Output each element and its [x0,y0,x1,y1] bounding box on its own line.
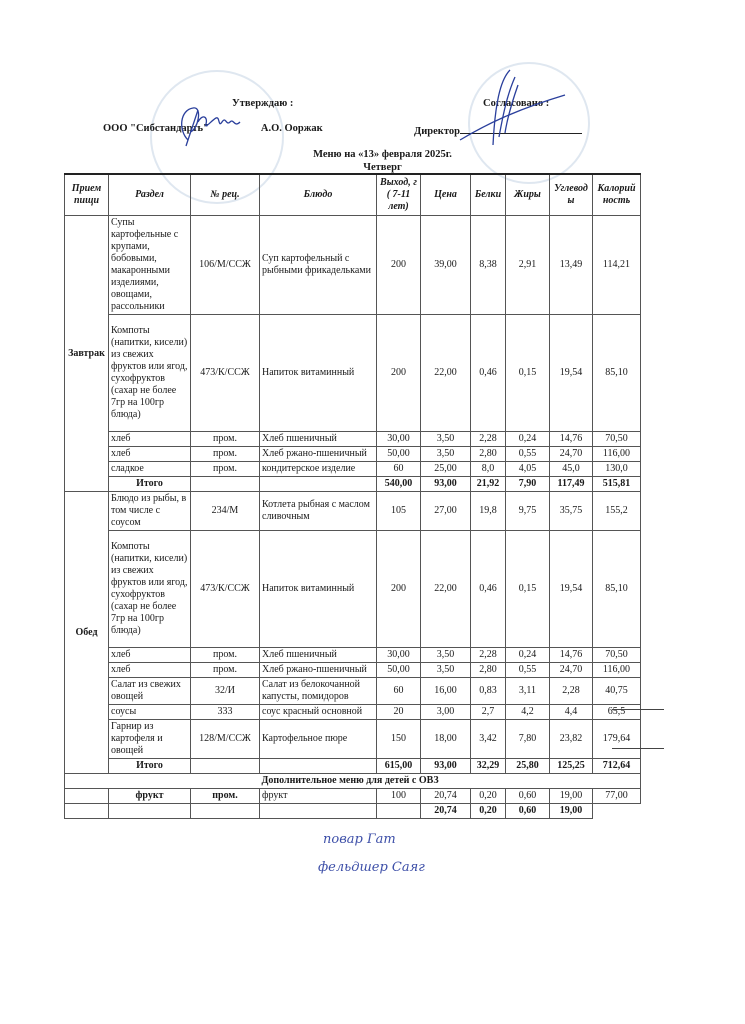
table-row [65,678,641,705]
meal-label-breakfast: Завтрак [65,216,109,492]
cell-carbs: 13,49 [550,216,593,315]
column-header: Раздел [109,174,191,216]
meal-label-lunch: Обед [65,492,109,774]
table-row [65,216,641,315]
cell-kcal: 114,21 [593,216,641,315]
cell-recipe: 234/М [191,492,260,531]
cell-recipe: 473/К/ССЖ [191,315,260,432]
table-row [65,315,641,432]
cell-empty [260,477,377,492]
total-price: 93,00 [421,759,471,774]
cell-section: сладкое [109,462,191,477]
cell-fat: 4,05 [506,462,550,477]
cell-recipe: пром. [191,648,260,663]
cell-yield: 30,00 [377,432,421,447]
total-price: 20,74 [421,804,471,819]
table-row [65,432,641,447]
cell-recipe: 128/М/ССЖ [191,720,260,759]
cell-dish: Котлета рыбная с маслом сливочным [260,492,377,531]
cell-empty [377,804,421,819]
cell-empty [191,804,260,819]
cell-protein: 19,8 [471,492,506,531]
cell-price: 27,00 [421,492,471,531]
column-header: № рец. [191,174,260,216]
total-yield: 615,00 [377,759,421,774]
cell-empty [191,477,260,492]
cell-recipe: пром. [191,462,260,477]
cell-empty [191,759,260,774]
cell-fat: 9,75 [506,492,550,531]
cell-section: хлеб [109,432,191,447]
cell-fat: 0,60 [506,789,550,804]
handwritten-cook-signature: повар Гат [323,832,396,847]
column-header: Выход, г ( 7-11 лет) [377,174,421,216]
extra-menu-title: Дополнительное меню для детей с ОВЗ [260,774,641,789]
cell-empty [65,804,109,819]
cell-price: 3,00 [421,705,471,720]
handwritten-medic-signature: фельдшер Саяг [318,860,425,875]
cell-section: Супы картофельные с крупами, бобовыми, макаронными изделиями, овощами, рассольники [109,216,191,315]
table-row [65,705,641,720]
cell-yield: 60 [377,678,421,705]
column-header: Калорий ность [593,174,641,216]
column-header: Углевод ы [550,174,593,216]
cell-dish: Хлеб пшеничный [260,432,377,447]
cell-recipe: пром. [191,789,260,804]
cell-fat: 4,2 [506,705,550,720]
cell-price: 3,50 [421,447,471,462]
cell-dish: соус красный основной [260,705,377,720]
cell-carbs: 19,54 [550,531,593,648]
cell-protein: 2,80 [471,663,506,678]
cell-dish: Хлеб ржано-пшеничный [260,447,377,462]
table-row [65,648,641,663]
table-row [65,492,641,531]
cell-carbs: 14,76 [550,432,593,447]
approver-name: А.О. Ооржак [260,123,323,134]
cell-carbs: 2,28 [550,678,593,705]
cell-protein: 2,80 [471,447,506,462]
total-yield: 540,00 [377,477,421,492]
cell-section: хлеб [109,648,191,663]
column-header: Белки [471,174,506,216]
cell-price: 20,74 [421,789,471,804]
menu-title: Меню на «13» февраля 2025г. [313,149,452,160]
cell-recipe: 32/И [191,678,260,705]
cell-protein: 8,38 [471,216,506,315]
table-row [65,720,641,759]
cell-section: фрукт [109,789,191,804]
cell-empty [260,804,377,819]
cell-carbs: 14,76 [550,648,593,663]
approver-signature-icon [168,100,248,150]
total-carbs: 125,25 [550,759,593,774]
cell-section: Салат из свежих овощей [109,678,191,705]
cell-dish: Хлеб ржано-пшеничный [260,663,377,678]
extra-menu-header-row [65,774,641,789]
cell-price: 18,00 [421,720,471,759]
cell-recipe: пром. [191,447,260,462]
total-kcal: 712,64 [593,759,641,774]
column-header: Жиры [506,174,550,216]
cell-dish: Суп картофельный с рыбными фрикадельками [260,216,377,315]
cell-fat: 0,24 [506,648,550,663]
cell-price: 3,50 [421,663,471,678]
cell-section: хлеб [109,447,191,462]
cell-empty [593,804,641,819]
cell-kcal: 155,2 [593,492,641,531]
cell-yield: 200 [377,315,421,432]
cell-protein: 0,46 [471,315,506,432]
cell-empty [109,804,191,819]
total-carbs: 117,49 [550,477,593,492]
table-row [65,462,641,477]
cell-fat: 0,55 [506,663,550,678]
cell-yield: 50,00 [377,663,421,678]
cell-recipe: 106/М/ССЖ [191,216,260,315]
cell-fat: 3,11 [506,678,550,705]
total-fat: 25,80 [506,759,550,774]
cell-section: соусы [109,705,191,720]
cell-section: хлеб [109,663,191,678]
extended-rule [612,709,664,710]
cell-kcal: 77,00 [593,789,641,804]
cell-yield: 30,00 [377,648,421,663]
total-label: Итого [109,759,191,774]
cell-empty [65,789,109,804]
total-fat: 0,60 [506,804,550,819]
cell-dish: Хлеб пшеничный [260,648,377,663]
cell-section: Гарнир из картофеля и овощей [109,720,191,759]
cell-yield: 150 [377,720,421,759]
cell-fat: 0,24 [506,432,550,447]
cell-kcal: 116,00 [593,447,641,462]
cell-carbs: 24,70 [550,663,593,678]
cell-protein: 0,20 [471,789,506,804]
cell-fat: 7,80 [506,720,550,759]
cell-recipe: пром. [191,663,260,678]
total-kcal: 515,81 [593,477,641,492]
cell-protein: 2,28 [471,648,506,663]
cell-protein: 3,42 [471,720,506,759]
cell-yield: 20 [377,705,421,720]
extended-rule [612,748,664,749]
director-signature-icon [455,65,570,150]
cell-price: 25,00 [421,462,471,477]
total-protein: 0,20 [471,804,506,819]
table-row [65,531,641,648]
total-protein: 32,29 [471,759,506,774]
extra-menu-total-row [65,804,641,819]
director-label: Директор [414,126,460,137]
cell-carbs: 45,0 [550,462,593,477]
column-header: Цена [421,174,471,216]
extra-menu-row [65,789,641,804]
cell-dish: Напиток витаминный [260,315,377,432]
column-header: Блюдо [260,174,377,216]
cell-carbs: 19,00 [550,789,593,804]
cell-fat: 0,15 [506,315,550,432]
total-row-breakfast [65,477,641,492]
cell-kcal: 85,10 [593,315,641,432]
cell-carbs: 35,75 [550,492,593,531]
cell-price: 16,00 [421,678,471,705]
cell-fat: 2,91 [506,216,550,315]
cell-dish: Напиток витаминный [260,531,377,648]
cell-dish: фрукт [260,789,377,804]
cell-price: 3,50 [421,432,471,447]
menu-table [64,173,641,819]
cell-kcal: 40,75 [593,678,641,705]
cell-kcal: 116,00 [593,663,641,678]
cell-protein: 8,0 [471,462,506,477]
cell-dish: Картофельное пюре [260,720,377,759]
agree-label: Согласовано : [483,98,550,109]
total-price: 93,00 [421,477,471,492]
total-carbs: 19,00 [550,804,593,819]
cell-section: Компоты (напитки, кисели) из свежих фруктов или ягод, сухофруктов (сахар не более 7гр на 100гр блюда) [109,315,191,432]
cell-empty [260,759,377,774]
cell-kcal: 70,50 [593,648,641,663]
total-protein: 21,92 [471,477,506,492]
cell-recipe: 333 [191,705,260,720]
weekday: Четверг [363,162,402,173]
cell-carbs: 23,82 [550,720,593,759]
cell-fat: 0,15 [506,531,550,648]
cell-kcal: 85,10 [593,531,641,648]
cell-yield: 60 [377,462,421,477]
table-row [65,447,641,462]
cell-dish: кондитерское изделие [260,462,377,477]
table-header-row [65,174,641,216]
column-header: Прием пищи [65,174,109,216]
total-label: Итого [109,477,191,492]
cell-recipe: пром. [191,432,260,447]
cell-yield: 50,00 [377,447,421,462]
cell-price: 22,00 [421,315,471,432]
cell-recipe: 473/К/ССЖ [191,531,260,648]
cell-price: 22,00 [421,531,471,648]
cell-yield: 200 [377,531,421,648]
cell-carbs: 19,54 [550,315,593,432]
cell-protein: 0,83 [471,678,506,705]
cell-yield: 100 [377,789,421,804]
cell-kcal: 70,50 [593,432,641,447]
cell-protein: 0,46 [471,531,506,648]
cell-yield: 105 [377,492,421,531]
cell-protein: 2,28 [471,432,506,447]
cell-price: 3,50 [421,648,471,663]
total-fat: 7,90 [506,477,550,492]
cell-empty [65,774,260,789]
cell-protein: 2,7 [471,705,506,720]
cell-section: Компоты (напитки, кисели) из свежих фруктов или ягод, сухофруктов (сахар не более 7гр на 100гр блюда) [109,531,191,648]
cell-dish: Салат из белокочанной капусты, помидоров [260,678,377,705]
cell-carbs: 4,4 [550,705,593,720]
organization-name: ООО "Сибстандарть" [103,123,209,134]
cell-carbs: 24,70 [550,447,593,462]
cell-fat: 0,55 [506,447,550,462]
cell-price: 39,00 [421,216,471,315]
cell-section: Блюдо из рыбы, в том числе с соусом [109,492,191,531]
cell-kcal: 65,5 [593,705,641,720]
table-row [65,663,641,678]
cell-kcal: 130,0 [593,462,641,477]
approve-label: Утверждаю : [232,98,294,109]
cell-yield: 200 [377,216,421,315]
cell-kcal: 179,64 [593,720,641,759]
total-row-lunch [65,759,641,774]
